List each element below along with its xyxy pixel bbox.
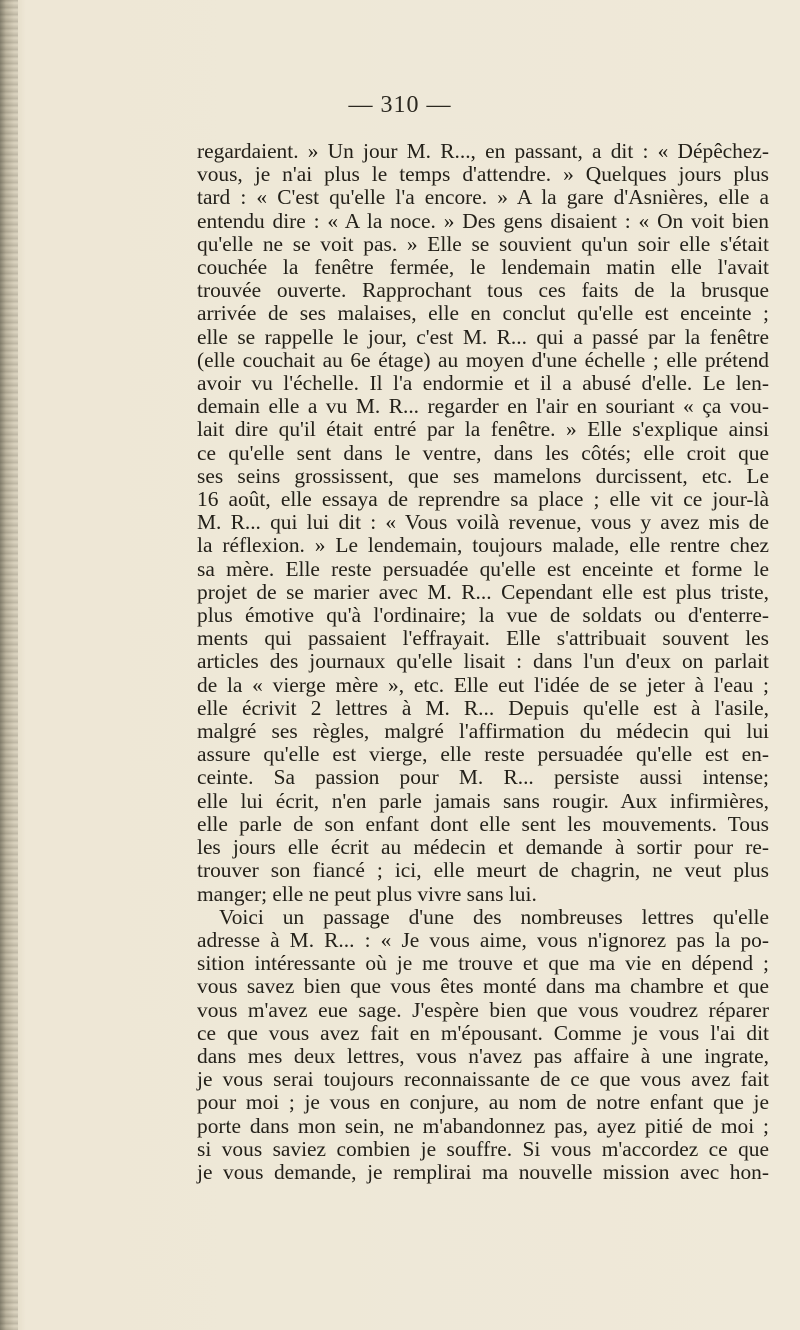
text-line: je vous serai toujours reconnaissante de ce que vous avez fait xyxy=(197,1067,769,1092)
text-line: projet de se marier avec M. R... Cependant elle est plus triste, xyxy=(197,579,769,604)
page-number: — 310 — xyxy=(348,92,452,118)
text-line: vous savez bien que vous êtes monté dans ma chambre et que xyxy=(197,974,769,999)
text-line: (elle couchait au 6e étage) au moyen d'une échelle ; elle prétend xyxy=(197,347,769,372)
text-line: vous m'avez eue sage. J'espère bien que vous voudrez réparer xyxy=(197,997,769,1022)
text-line: 16 août, elle essaya de reprendre sa place ; elle vit ce jour-là xyxy=(197,487,769,512)
text-line: articles des journaux qu'elle lisait : dans l'un d'eux on parlait xyxy=(197,649,769,674)
text-line: je vous demande, je remplirai ma nouvelle mission avec hon- xyxy=(197,1159,769,1184)
text-line: la réflexion. » Le lendemain, toujours malade, elle rentre chez xyxy=(197,533,769,558)
text-line: arrivée de ses malaises, elle en conclut qu'elle est enceinte ; xyxy=(197,301,769,326)
text-line: ments qui passaient l'effrayait. Elle s'attribuait souvent les xyxy=(197,626,769,651)
text-line: lait dire qu'il était entré par la fenêtre. » Elle s'explique ainsi xyxy=(197,417,769,442)
text-line: adresse à M. R... : « Je vous aime, vous n'ignorez pas la po- xyxy=(197,927,769,952)
text-line: regardaient. » Un jour M. R..., en passant, a dit : « Dépêchez- xyxy=(197,139,769,163)
text-line: si vous saviez combien je souffre. Si vous m'accordez ce que xyxy=(197,1136,769,1161)
text-line: tard : « C'est qu'elle l'a encore. » A la gare d'Asnières, elle a xyxy=(197,185,769,210)
text-line: plus émotive qu'à l'ordinaire; la vue de soldats ou d'enterre- xyxy=(197,603,769,628)
text-line: ses seins grossissent, que ses mamelons durcissent, etc. Le xyxy=(197,463,769,488)
text-line: elle parle de son enfant dont elle sent les mouvements. Tous xyxy=(197,811,769,836)
text-line: manger; elle ne peut plus vivre sans lui. xyxy=(197,881,537,906)
text-line: trouvée ouverte. Rapprochant tous ces faits de la brusque xyxy=(197,278,769,303)
text-line: vous, je n'ai plus le temps d'attendre. » Quelques jours plus xyxy=(197,162,769,187)
text-line: demain elle a vu M. R... regarder en l'air en souriant « ça vou- xyxy=(197,394,769,419)
text-line: dans mes deux lettres, vous n'avez pas affaire à une ingrate, xyxy=(197,1043,769,1068)
text-line: ceinte. Sa passion pour M. R... persiste aussi intense; xyxy=(197,765,769,790)
text-line: trouver son fiancé ; ici, elle meurt de chagrin, ne veut plus xyxy=(197,858,769,883)
text-line: pour moi ; je vous en conjure, au nom de notre enfant que je xyxy=(197,1090,769,1115)
text-line: ce qu'elle sent dans le ventre, dans les côtés; elle croit que xyxy=(197,440,769,465)
text-line: avoir vu l'échelle. Il l'a endormie et il a abusé d'elle. Le len- xyxy=(197,371,769,396)
text-line: ce que vous avez fait en m'épousant. Comme je vous l'ai dit xyxy=(197,1020,769,1045)
book-binding-edge xyxy=(0,0,18,1330)
body-text xyxy=(197,140,769,1184)
text-line: Voici un passage d'une des nombreuses lettres qu'elle xyxy=(219,904,769,929)
text-line: qu'elle ne se voit pas. » Elle se souvient qu'un soir elle s'était xyxy=(197,231,769,256)
text-line: elle écrivit 2 lettres à M. R... Depuis qu'elle est à l'asile, xyxy=(197,695,769,720)
text-line: entendu dire : « A la noce. » Des gens disaient : « On voit bien xyxy=(197,208,769,233)
text-line: sa mère. Elle reste persuadée qu'elle est enceinte et forme le xyxy=(197,556,769,581)
text-line: M. R... qui lui dit : « Vous voilà revenue, vous y avez mis de xyxy=(197,510,769,535)
text-line: porte dans mon sein, ne m'abandonnez pas, ayez pitié de moi ; xyxy=(197,1113,769,1138)
text-line: les jours elle écrit au médecin et demande à sortir pour re- xyxy=(197,835,769,860)
text-line: de la « vierge mère », etc. Elle eut l'idée de se jeter à l'eau ; xyxy=(197,672,769,697)
text-line: malgré ses règles, malgré l'affirmation du médecin qui lui xyxy=(197,719,769,744)
text-line: elle lui écrit, n'en parle jamais sans rougir. Aux infirmières, xyxy=(197,788,769,813)
text-line: sition intéressante où je me trouve et que ma vie en dépend ; xyxy=(197,951,769,976)
text-line: couchée la fenêtre fermée, le lendemain matin elle l'avait xyxy=(197,255,769,280)
text-line: elle se rappelle le jour, c'est M. R... qui a passé par la fenêtre xyxy=(197,324,769,349)
text-line: assure qu'elle est vierge, elle reste persuadée qu'elle est en- xyxy=(197,742,769,767)
